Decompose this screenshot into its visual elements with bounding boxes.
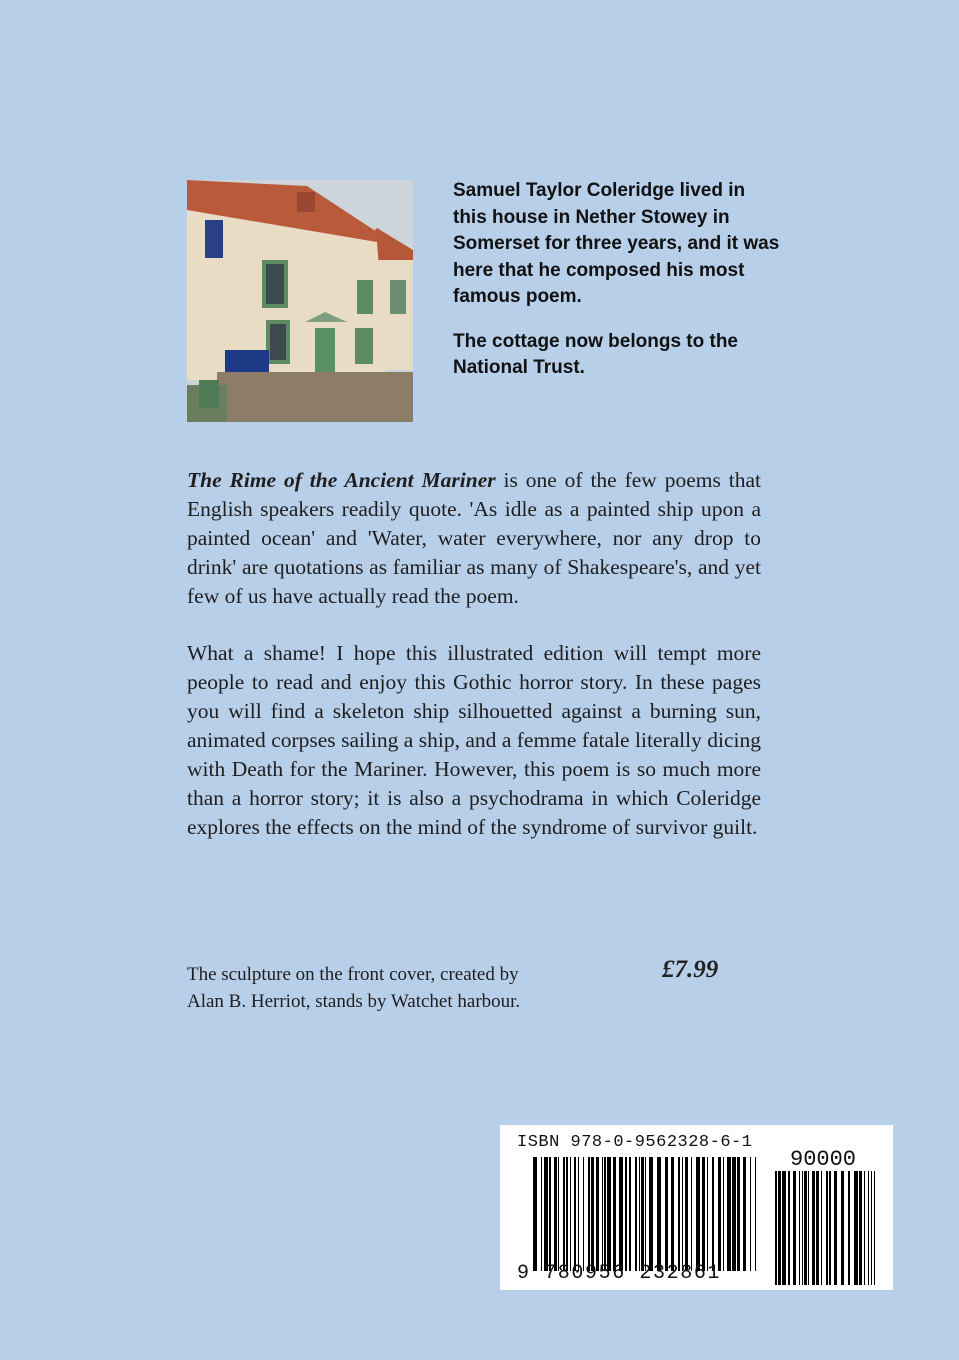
barcode-bar <box>864 1171 865 1285</box>
barcode-bar <box>854 1171 858 1285</box>
barcode-bar <box>712 1157 714 1271</box>
barcode-bar <box>583 1157 584 1271</box>
barcode-bar <box>829 1171 831 1285</box>
barcode-bar <box>812 1171 815 1285</box>
barcode-bar <box>678 1157 680 1271</box>
barcode-bar <box>793 1171 796 1285</box>
barcode-bar <box>639 1157 640 1271</box>
barcode-bar <box>808 1171 809 1285</box>
barcode-bar <box>591 1157 594 1271</box>
barcode-bar <box>868 1171 869 1285</box>
intro-text <box>453 178 783 400</box>
barcode-bar <box>841 1171 844 1285</box>
barcode-bar <box>788 1171 790 1285</box>
barcode-bar <box>563 1157 565 1271</box>
barcode-bar <box>816 1171 819 1285</box>
barcode-bar <box>558 1157 559 1271</box>
barcode-bar <box>871 1171 872 1285</box>
barcode-bar <box>671 1157 674 1271</box>
barcode-bar <box>727 1157 731 1271</box>
barcode-bar <box>602 1157 603 1271</box>
barcode-bar <box>578 1157 579 1271</box>
barcode-bar <box>799 1171 800 1285</box>
barcode-bar <box>702 1157 705 1271</box>
barcode-bar <box>566 1157 568 1271</box>
caption-line-1: The sculpture on the front cover, created by <box>187 964 519 985</box>
barcode-bar <box>641 1157 644 1271</box>
barcode-bar <box>782 1171 786 1285</box>
barcode-bar <box>707 1157 708 1271</box>
barcode-bar <box>613 1157 616 1271</box>
blurb-paragraph-1 <box>187 466 761 611</box>
barcode-bar <box>544 1157 548 1271</box>
barcode-bar <box>596 1157 599 1271</box>
cottage-photo <box>187 180 413 422</box>
caption-line-2: Alan B. Herriot, stands by Watchet harbour. <box>187 991 521 1012</box>
barcode-bar <box>723 1157 724 1271</box>
intro-paragraph-2: The cottage now belongs to the National Trust. <box>453 330 738 378</box>
blurb <box>187 466 761 870</box>
barcode-bar <box>775 1171 777 1285</box>
barcode-bar <box>755 1157 756 1271</box>
isbn-label: ISBN 978-0-9562328-6-1 <box>517 1133 753 1152</box>
barcode-bar <box>604 1157 606 1271</box>
barcode-bar <box>682 1157 683 1271</box>
barcode-bar <box>859 1171 862 1285</box>
isbn-barcode <box>500 1125 893 1290</box>
barcode-bar <box>802 1171 803 1285</box>
barcode-bar <box>649 1157 653 1271</box>
blurb-paragraph-1-text: is one of the few poems that English speakers readily quote. 'As idle as a painted ship upon a painted ocean' and 'Water, water everywhere, nor any drop to drink' are quotations as familiar as many of Shakespeare's, and yet few of us have actually read the poem. <box>187 468 761 608</box>
barcode-bar <box>826 1171 828 1285</box>
barcode-bar <box>588 1157 590 1271</box>
blurb-paragraph-2: What a shame! I hope this illustrated edition will tempt more people to read and enjoy this Gothic horror story. In these pages you will find a skeleton ship silhouetted against a burning sun, animated corpses sailing a ship, and a femme fatale literally dicing with Death for the Mariner. However, this poem is so much more than a horror story; it is also a psychodrama in which Coleridge explores the effects on the mind of the syndrome of survivor guilt. <box>187 641 761 839</box>
barcode-bar <box>732 1157 736 1271</box>
barcode-bar <box>619 1157 623 1271</box>
barcode-bar <box>607 1157 611 1271</box>
barcode-bar <box>570 1157 571 1271</box>
barcode-addon: 90000 <box>790 1147 857 1172</box>
intro-paragraph-1: Samuel Taylor Coleridge lived in this house in Nether Stowey in Somerset for three years, and it was here that he composed his most famous poem. <box>453 180 780 307</box>
barcode-bar <box>541 1157 542 1271</box>
ean-digits: 9 780956 232861 <box>517 1262 722 1285</box>
barcode-bar <box>574 1157 576 1271</box>
barcode-bar <box>874 1171 875 1285</box>
barcode-bar <box>554 1157 557 1271</box>
barcode-bar <box>737 1157 740 1271</box>
barcode-bar <box>848 1171 850 1285</box>
cover-caption <box>187 961 617 1015</box>
barcode-bar <box>718 1157 721 1271</box>
barcode-bar <box>696 1157 700 1271</box>
barcode-bar <box>625 1157 627 1271</box>
barcode-bar <box>665 1157 668 1271</box>
barcode-bar <box>804 1171 807 1285</box>
barcode-bar <box>635 1157 637 1271</box>
barcode-bar <box>691 1157 692 1271</box>
barcode-bar <box>657 1157 661 1271</box>
barcode-bar <box>533 1157 537 1271</box>
barcode-bar <box>743 1157 746 1271</box>
barcode-bar <box>750 1157 751 1271</box>
barcode-bar <box>834 1171 837 1285</box>
barcode-bar <box>645 1157 646 1271</box>
barcode-bar <box>629 1157 631 1271</box>
barcode-bar <box>685 1157 688 1271</box>
poem-title: The Rime of the Ancient Mariner <box>187 468 496 492</box>
barcode-bar <box>549 1157 551 1271</box>
price: £7.99 <box>662 956 719 983</box>
barcode-bar <box>821 1171 822 1285</box>
barcode-bar <box>778 1171 781 1285</box>
